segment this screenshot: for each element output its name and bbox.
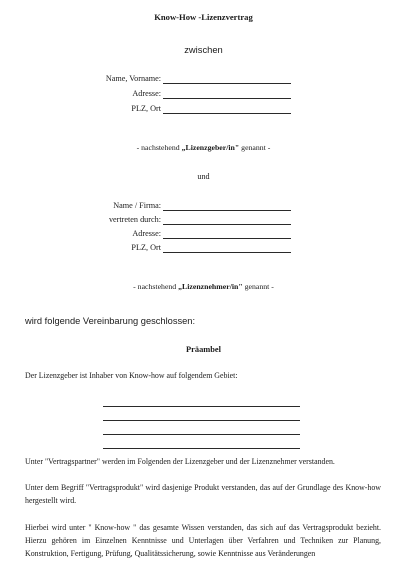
party1-name-row: [0, 74, 161, 87]
and-label: und: [197, 172, 210, 181]
party1-address-field[interactable]: [163, 98, 291, 99]
document-title: Know-How -Lizenzvertrag: [154, 12, 253, 22]
party2-designation-prefix: - nachstehend: [133, 282, 179, 291]
paragraph-vertragspartner: Unter "Vertragspartner" werden im Folgenden der Lizenzgeber und der Lizenznehmer verstanden.: [25, 457, 335, 466]
party1-address-row: [0, 89, 161, 102]
party2-name-label: Name / Firma:: [113, 201, 161, 210]
agreement-intro: wird folgende Vereinbarung geschlossen:: [25, 316, 196, 326]
party2-city-field[interactable]: [163, 252, 291, 253]
preamble-blank-line-3[interactable]: [103, 434, 300, 435]
party2-designation-suffix: genannt -: [242, 282, 274, 291]
party2-representative-label: vertreten durch:: [108, 215, 161, 224]
party1-name-field[interactable]: [163, 83, 291, 84]
party2-name-field[interactable]: [163, 210, 291, 211]
party2-city-label: PLZ, Ort: [131, 243, 161, 252]
between-label: zwischen: [184, 44, 223, 55]
party2-address-field[interactable]: [163, 238, 291, 239]
party1-city-field[interactable]: [163, 113, 291, 114]
party2-city-row: [0, 243, 161, 256]
party1-designation: [0, 143, 407, 152]
party2-designation: [0, 282, 407, 291]
party1-address-label: Adresse:: [132, 89, 161, 98]
party1-role: „Lizenzgeber/in": [181, 143, 240, 152]
party1-city-row: [0, 104, 161, 117]
preamble-text: Der Lizenzgeber ist Inhaber von Know-how auf folgendem Gebiet:: [25, 371, 238, 380]
preamble-blank-line-4[interactable]: [103, 448, 300, 449]
preamble-blank-line-1[interactable]: [103, 406, 300, 407]
preamble-blank-line-2[interactable]: [103, 420, 300, 421]
party1-name-label: Name, Vorname:: [105, 74, 161, 83]
party1-city-label: PLZ, Ort: [131, 104, 161, 113]
party2-address-label: Adresse:: [132, 229, 161, 238]
party2-representative-field[interactable]: [163, 224, 291, 225]
paragraph-vertragsprodukt: Unter dem Begriff "Vertragsprodukt" wird dasjenige Produkt verstanden, das auf der Grundlage des Know-how hergestellt wird.: [25, 483, 381, 505]
party1-designation-prefix: - nachstehend: [136, 143, 182, 152]
preamble-heading: Präambel: [186, 345, 221, 354]
party1-designation-suffix: genannt -: [239, 143, 271, 152]
party2-address-row: [0, 229, 161, 242]
party2-name-row: [0, 201, 161, 214]
party2-role: „Lizenznehmer/in": [178, 282, 243, 291]
paragraph-know-how: Hierbei wird unter " Know-how " das gesamte Wissen verstanden, das sich auf das Vertragsprodukt bezieht. Hierzu gehören im Einzelnen Kenntnisse und Unterlagen über Verfahren und Techniken zur Planung, Konstruktion, Fertigung, Prüfung, Qualitätssicherung, sowie Kenntnisse aus Veränderungen: [25, 523, 381, 558]
party2-representative-row: [0, 215, 161, 228]
